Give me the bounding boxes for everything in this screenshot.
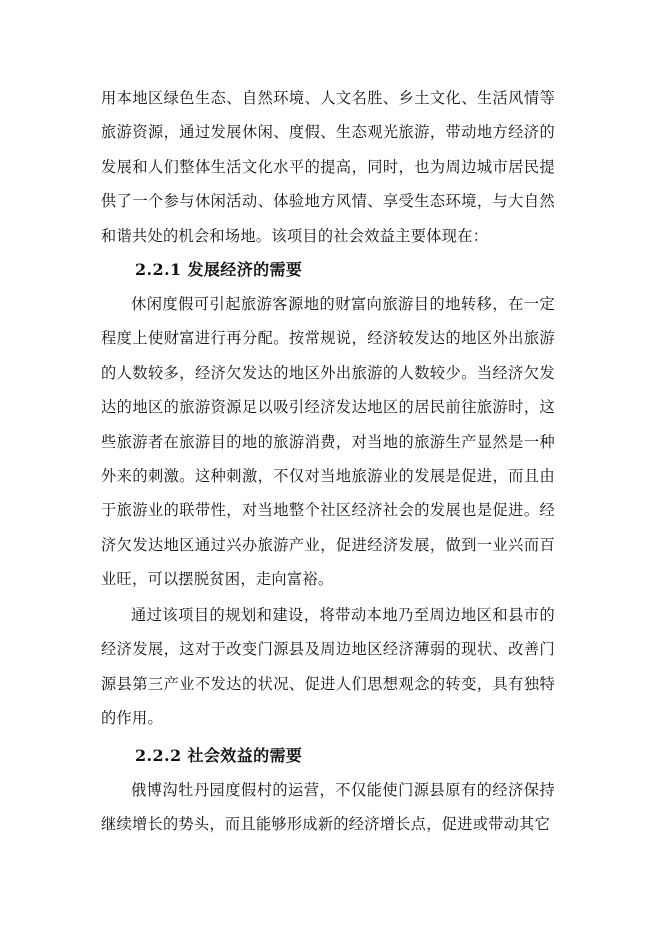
paragraph-project-impact: 通过该项目的规划和建设，将带动本地乃至周边地区和县市的经济发展，这对于改变门源县及周边地区经济薄弱的现状、改善门源县第三产业不发达的状况、促进人们思想观念的转变，具有独特的作用。 bbox=[101, 606, 555, 728]
paragraph-intro-continued: 用本地区绿色生态、自然环境、人文名胜、乡土文化、生活风情等旅游资源，通过发展休闲、度假、生态观光旅游，带动地方经济的发展和人们整体生活文化水平的提高，同时，也为周边城市居民提供了一个参与休闲活动、体验地方风情、享受生态环境，与大自然和谐共处的机会和场地。该项目的社会效益主要体现在： bbox=[101, 89, 555, 245]
section-heading-2-2-2: 2.2.2 社会效益的需要 bbox=[135, 746, 303, 765]
paragraph-economic-development: 休闲度假可引起旅游客源地的财富向旅游目的地转移，在一定程度上使财富进行再分配。按常规说，经济较发达的地区外出旅游的人数较多，经济欠发达的地区外出旅游的人数较少。当经济欠发达的地区的旅游资源足以吸引经济发达地区的居民前往旅游时，这些旅游者在旅游目的地的旅游消费，对当地的旅游生产显然是一种外来的刺激。这种刺激，不仅对当地旅游业的发展是促进，而且由于旅游业的联带性，对当地整个社区经济社会的发展也是促进。经济欠发达地区通过兴办旅游产业，促进经济发展，做到一业兴而百业旺，可以摆脱贫困，走向富裕。 bbox=[101, 295, 555, 589]
section-heading-2-2-1: 2.2.1 发展经济的需要 bbox=[135, 260, 303, 279]
paragraph-social-benefit: 俄博沟牡丹园度假村的运营，不仅能使门源县原有的经济保持继续增长的势头，而且能够形成新的经济增长点，促进或带动其它 bbox=[101, 781, 555, 834]
